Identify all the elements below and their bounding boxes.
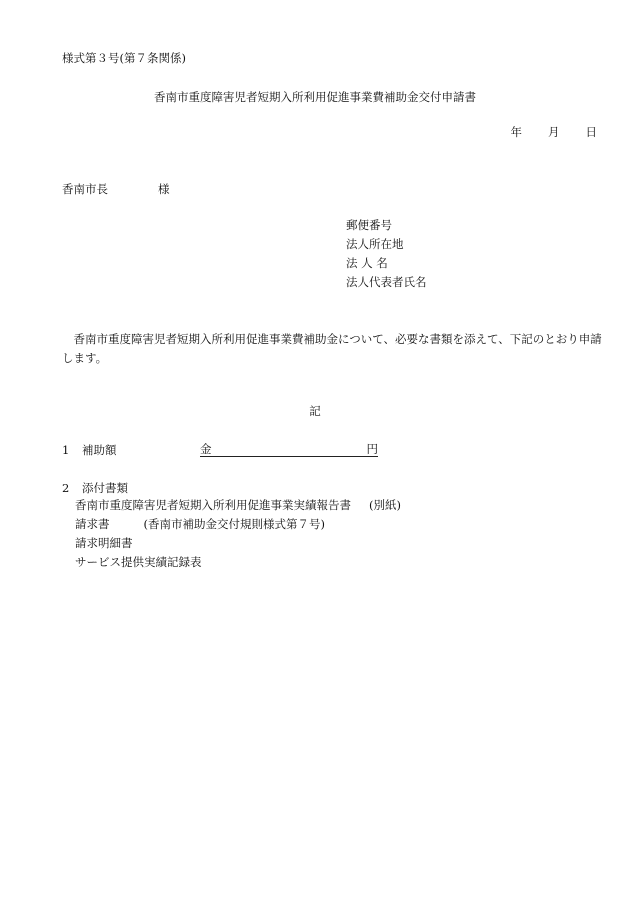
attachment-note: (別紙) (369, 498, 401, 512)
list-item (75, 554, 401, 573)
date-line (511, 124, 598, 140)
ki-heading: 記 (309, 404, 321, 418)
day-label: 日 (585, 125, 597, 139)
item-number: 1 (62, 443, 70, 457)
addressee-honorific: 様 (158, 182, 170, 196)
postal-code-label: 郵便番号 (346, 218, 392, 232)
applicant-block (346, 217, 427, 293)
item-attachments (62, 480, 128, 496)
list-item (75, 516, 401, 535)
attachment-name: 請求明細書 (75, 536, 133, 550)
corporate-address-label: 法人所在地 (346, 237, 404, 251)
body-text: 香南市重度障害児者短期入所利用促進事業費補助金について、必要な書類を添えて、下記のとおり申請します。 (62, 332, 602, 365)
month-label: 月 (548, 125, 560, 139)
form-number: 様式第３号(第７条関係) (62, 51, 186, 65)
attachment-note: (香南市補助金交付規則様式第７号) (143, 517, 325, 531)
attachment-name: 香南市重度障害児者短期入所利用促進事業実績報告書 (75, 498, 351, 512)
attachment-list (75, 497, 401, 573)
representative-label: 法人代表者氏名 (346, 275, 427, 289)
addressee (62, 181, 170, 197)
attachment-name: 請求書 (75, 517, 110, 531)
document-title: 香南市重度障害児者短期入所利用促進事業費補助金交付申請書 (154, 90, 476, 104)
item-number: 2 (62, 481, 70, 495)
year-label: 年 (510, 125, 522, 139)
item-label: 補助額 (82, 443, 117, 457)
item-label: 添付書類 (82, 481, 128, 495)
list-item (75, 535, 401, 554)
amount-field (200, 441, 378, 457)
amount-prefix: 金 (200, 442, 212, 456)
attachment-name: サービス提供実績記録表 (75, 555, 202, 569)
item-subsidy-amount (62, 442, 117, 458)
list-item (75, 497, 401, 516)
addressee-name: 香南市長 (62, 182, 108, 196)
corporate-name-label: 法 人 名 (346, 256, 388, 270)
amount-suffix: 円 (366, 442, 378, 456)
